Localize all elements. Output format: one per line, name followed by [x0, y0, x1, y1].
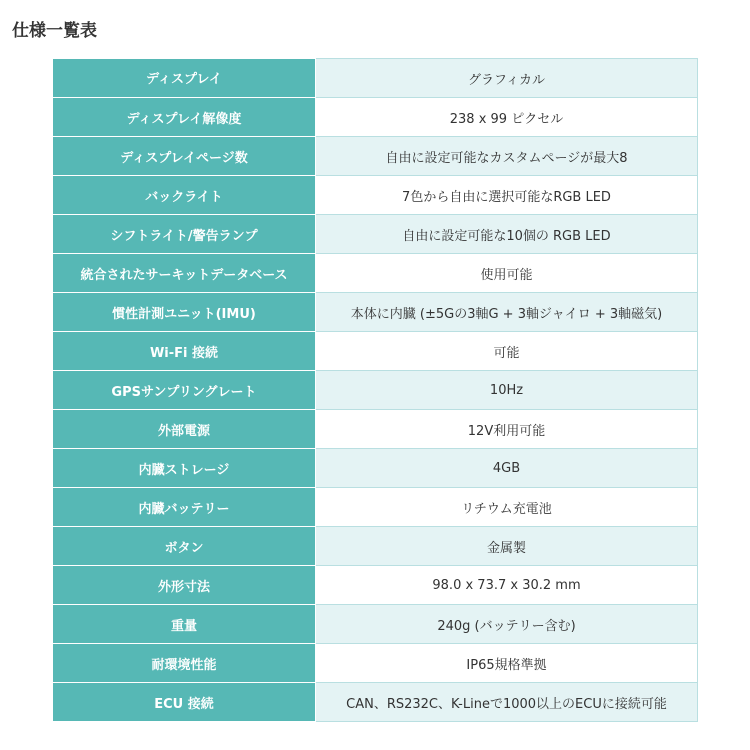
spec-value: 可能 — [316, 332, 698, 371]
spec-value: 本体に内臓 (±5Gの3軸G + 3軸ジャイロ + 3軸磁気) — [316, 293, 698, 332]
table-row — [53, 605, 698, 644]
table-row — [53, 488, 698, 527]
table-row — [53, 98, 698, 137]
table-row — [53, 566, 698, 605]
spec-label: シフトライト/警告ランプ — [53, 215, 316, 254]
spec-label: ディスプレイ — [53, 59, 316, 98]
table-row — [53, 59, 698, 98]
spec-value: グラフィカル — [316, 59, 698, 98]
page-title: 仕様一覧表 — [12, 21, 97, 41]
spec-value: CAN、RS232C、K-Lineで1000以上のECUに接続可能 — [316, 683, 698, 722]
table-row — [53, 371, 698, 410]
spec-label: 耐環境性能 — [53, 644, 316, 683]
spec-label: ECU 接続 — [53, 683, 316, 722]
spec-label: バックライト — [53, 176, 316, 215]
table-row — [53, 137, 698, 176]
spec-value: 自由に設定可能な10個の RGB LED — [316, 215, 698, 254]
spec-label: GPSサンプリングレート — [53, 371, 316, 410]
spec-label: ディスプレイ解像度 — [53, 98, 316, 137]
spec-label: 慣性計測ユニット(IMU) — [53, 293, 316, 332]
spec-label: ディスプレイページ数 — [53, 137, 316, 176]
spec-value: 使用可能 — [316, 254, 698, 293]
spec-value: IP65規格準拠 — [316, 644, 698, 683]
table-row — [53, 332, 698, 371]
table-row — [53, 215, 698, 254]
table-row — [53, 176, 698, 215]
spec-value: 10Hz — [316, 371, 698, 410]
spec-value: 7色から自由に選択可能なRGB LED — [316, 176, 698, 215]
spec-value: 自由に設定可能なカスタムページが最大8 — [316, 137, 698, 176]
spec-value: 金属製 — [316, 527, 698, 566]
spec-label: 統合されたサーキットデータベース — [53, 254, 316, 293]
spec-value: 98.0 x 73.7 x 30.2 mm — [316, 566, 698, 605]
table-row — [53, 293, 698, 332]
table-row — [53, 449, 698, 488]
table-row — [53, 644, 698, 683]
spec-label: 外部電源 — [53, 410, 316, 449]
spec-value: 238 x 99 ピクセル — [316, 98, 698, 137]
spec-label: Wi-Fi 接続 — [53, 332, 316, 371]
spec-label: 内臓バッテリー — [53, 488, 316, 527]
table-row — [53, 254, 698, 293]
spec-label: 外形寸法 — [53, 566, 316, 605]
spec-label: ボタン — [53, 527, 316, 566]
spec-label: 内臓ストレージ — [53, 449, 316, 488]
spec-label: 重量 — [53, 605, 316, 644]
table-row — [53, 410, 698, 449]
spec-table — [53, 58, 698, 722]
spec-value: 12V利用可能 — [316, 410, 698, 449]
spec-value: 240g (バッテリー含む) — [316, 605, 698, 644]
spec-value: 4GB — [316, 449, 698, 488]
table-row — [53, 527, 698, 566]
table-row — [53, 683, 698, 722]
spec-value: リチウム充電池 — [316, 488, 698, 527]
